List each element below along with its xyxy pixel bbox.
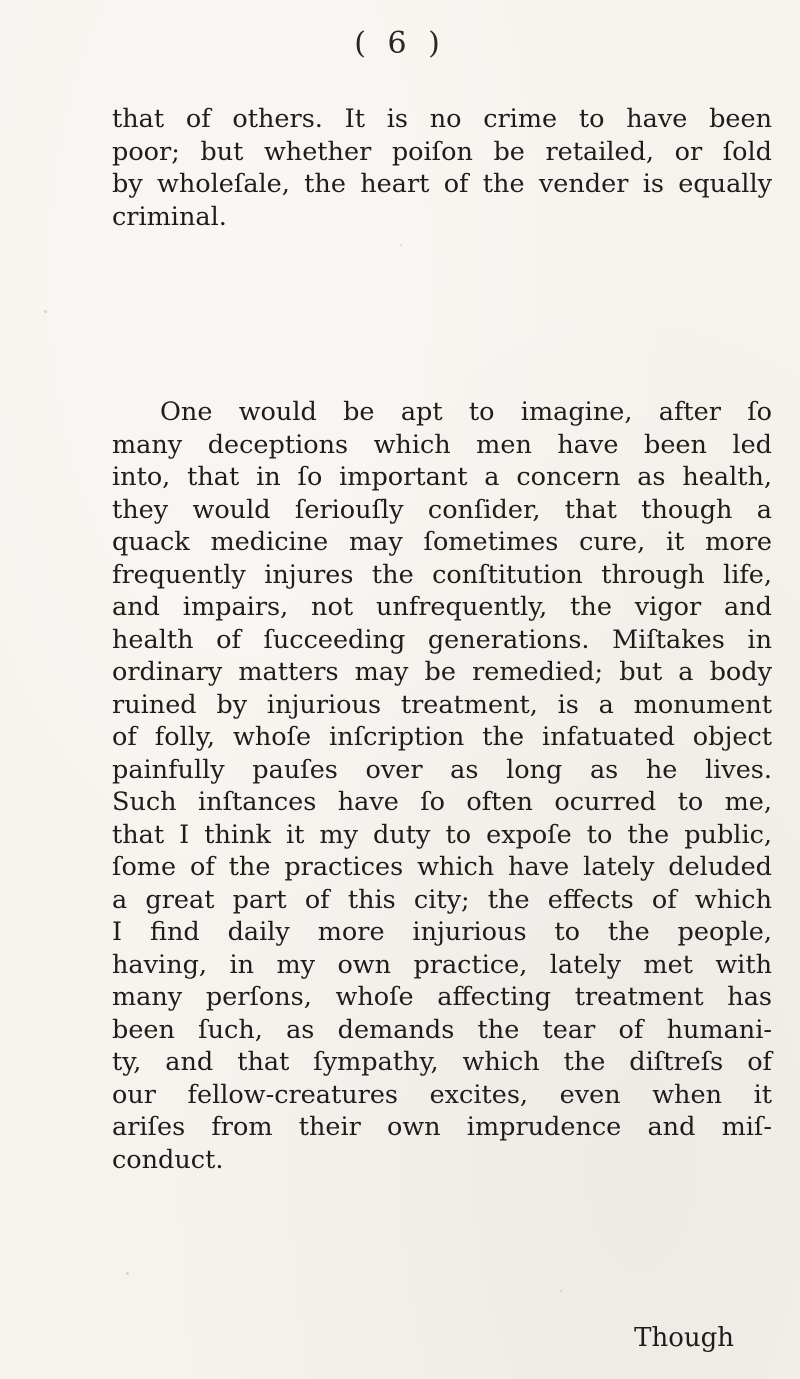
text-line: conduct.: [112, 1144, 224, 1175]
text-line: that I think it my duty to expoſe to the public,: [112, 819, 772, 850]
text-line: ariſes from their own imprudence and miſ-: [112, 1112, 772, 1142]
text-line: of folly, whoſe inſcription the infatuated object: [112, 722, 772, 752]
catchword: Though: [634, 1323, 734, 1353]
text-line: by wholeſale, the heart of the vender is equally: [112, 169, 772, 199]
text-line: our fellow-creatures excites, even when it: [112, 1079, 772, 1110]
text-line: ſome of the practices which have lately deluded: [112, 852, 772, 882]
text-line: many perſons, whoſe affecting treatment has: [112, 982, 772, 1012]
text-line: poor; but whether poiſon be retailed, or ſold: [112, 136, 772, 167]
text-line: ty, and that ſympathy, which the diſtreſs of: [112, 1047, 772, 1077]
text-line: that of others. It is no crime to have been: [112, 104, 772, 134]
text-line: ordinary matters may be remedied; but a body: [112, 657, 772, 687]
text-line: they would ſeriouſly conſider, that though a: [112, 494, 772, 525]
text-line: painfully pauſes over as long as he lives.: [112, 754, 772, 785]
text-line: I find daily more injurious to the people,: [112, 917, 772, 947]
text-line: health of ſucceeding generations. Miſtakes in: [112, 624, 772, 655]
paper-speck: [400, 244, 402, 246]
text-line: been ſuch, as demands the tear of humani-: [112, 1014, 772, 1045]
text-line: Such inſtances have ſo often ocurred to me,: [112, 787, 772, 817]
paragraph-2: [112, 396, 772, 1176]
text-line: having, in my own practice, lately met with: [112, 949, 772, 980]
paper-speck: [560, 1290, 562, 1292]
text-line: many deceptions which men have been led: [112, 429, 772, 460]
paper-speck: [718, 1060, 721, 1062]
paragraph-1: [112, 103, 772, 233]
text-line: into, that in ſo important a concern as health,: [112, 462, 772, 492]
text-line: frequently injures the conſtitution through life,: [112, 559, 772, 590]
text-line: a great part of this city; the effects of which: [112, 884, 772, 915]
text-line: ruined by injurious treatment, is a monument: [112, 689, 772, 720]
text-line: and impairs, not unfrequently, the vigor and: [112, 592, 772, 622]
text-line: quack medicine may ſometimes cure, it more: [112, 527, 772, 557]
paper-speck: [126, 1272, 129, 1275]
page-number: ( 6 ): [354, 26, 446, 61]
paper-speck: [44, 310, 47, 313]
text-line: One would be apt to imagine, after ſo: [160, 397, 772, 427]
text-line: criminal.: [112, 201, 227, 232]
